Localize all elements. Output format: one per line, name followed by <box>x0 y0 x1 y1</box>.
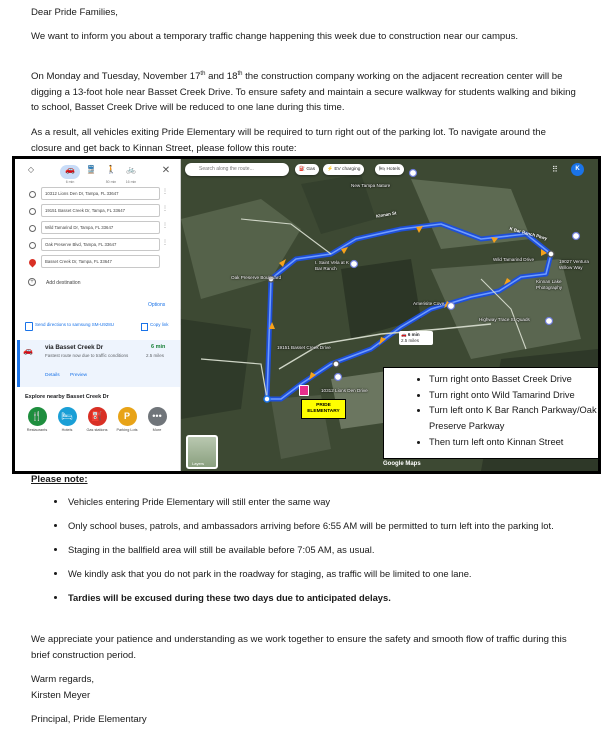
walk-mode-time: 50 min <box>105 180 117 184</box>
street-label: K Bar Ranch Pkwy <box>509 226 548 241</box>
bed-icon: 🛏 <box>58 407 77 426</box>
map-label: Amerisite Cove <box>413 301 445 306</box>
route-time: 6 min <box>151 344 166 350</box>
reorder-icon[interactable]: ⋮ <box>162 206 168 212</box>
route-description: Fastest route now due to traffic conditions <box>45 353 129 358</box>
send-directions-link[interactable]: Send directions to samsung SM-U928U <box>35 322 115 327</box>
direction-step: • Turn left onto K Bar Ranch Parkway/Oak Preserve Parkway <box>429 403 598 434</box>
google-maps-logo: Google Maps <box>383 461 421 467</box>
closing-paragraph: We appreciate your patience and understanding as we work together to ensure the safety and smooth flow of traffic during this brief construction period. <box>31 634 567 661</box>
more-dots-icon: ••• <box>148 407 167 426</box>
place-label: Restaurants <box>26 428 48 432</box>
map-label: Oak Preserve Boulevard <box>231 275 282 280</box>
route-search-input[interactable]: Search along the route... <box>185 163 289 176</box>
place-label: Parking Lots <box>116 428 138 432</box>
direction-step: • Turn right onto Wild Tamarind Drive <box>429 388 598 404</box>
parking-icon: P <box>118 407 137 426</box>
route-map-figure <box>12 156 601 474</box>
map-label: 10312 Lions Den Drive <box>321 388 368 393</box>
place-restaurants[interactable] <box>23 407 51 433</box>
place-hotels[interactable] <box>53 407 81 433</box>
stop-dot-icon <box>29 225 36 232</box>
add-icon[interactable]: + <box>28 278 36 286</box>
stop-dot-icon <box>29 242 36 249</box>
pride-elementary-label: PRIDE ELEMENTARY <box>301 399 346 419</box>
directions-list <box>384 372 598 451</box>
transit-mode-icon[interactable]: 🚆 <box>86 165 96 174</box>
nearby-places <box>23 407 178 439</box>
regards: Warm regards, <box>31 674 95 685</box>
note-item: • Staging in the ballfield area will still be available before 7:05 AM, as usual. <box>67 542 611 558</box>
waypoint-input[interactable]: Basset Creek Dr, Tampa, FL 33647 <box>41 255 160 268</box>
schedule-paragraph: On Monday and Tuesday, November 17th and 18th the construction company working on the adjacent recreation center will be digging a 13-foot hole near Basset Creek Drive. To ensure safety and maintain a secure walkway for students walking and biking to school, Basset Creek Drive will be reduced to one lane during this time. <box>31 70 576 114</box>
walk-mode-icon[interactable]: 🚶 <box>106 165 116 174</box>
map-label: 19027 Ventura Willow Way <box>559 259 589 270</box>
note-item-tardies: • Tardies will be excused during these two days due to anticipated delays. <box>67 590 611 606</box>
place-marker-icon <box>335 374 342 381</box>
directions-callout <box>383 367 598 459</box>
notes-list <box>31 494 611 614</box>
note-item: • Vehicles entering Pride Elementary will still enter the same way <box>67 494 611 510</box>
map-label: Highway Trace St Quads <box>479 317 530 322</box>
add-destination-link[interactable]: Add destination <box>46 280 81 286</box>
forest-area <box>181 319 251 419</box>
place-marker-icon <box>546 318 553 325</box>
destination-pin-icon <box>28 258 38 268</box>
reorder-icon[interactable]: ⋮ <box>162 189 168 195</box>
car-mode-time: 6 min <box>65 180 75 184</box>
satellite-map[interactable] <box>181 159 598 471</box>
intro-paragraph: We want to inform you about a temporary traffic change happening this week due to construction near our campus. <box>31 31 519 42</box>
bike-mode-icon[interactable]: 🚲 <box>126 165 136 174</box>
place-marker-icon <box>410 170 417 177</box>
layers-label: Layers <box>192 461 205 466</box>
best-mode-icon[interactable]: ◇ <box>27 165 35 174</box>
map-label: 19151 Basset Creek Drive <box>277 345 331 350</box>
note-item: • We kindly ask that you do not park in the roadway for staging, as traffic will be limited to one lane. <box>67 566 611 582</box>
signer-title: Principal, Pride Elementary <box>31 714 147 725</box>
reorder-icon[interactable]: ⋮ <box>162 223 168 229</box>
ev-charging-chip[interactable]: ⚡ EV charging <box>323 164 364 175</box>
explore-title: Explore nearby Basset Creek Dr <box>25 394 109 400</box>
bike-mode-time: 16 min <box>125 180 137 184</box>
gas-chip[interactable]: ⛽ Gas <box>295 164 319 175</box>
copy-icon <box>141 323 148 331</box>
map-label: Wild Tamarind Drive <box>493 257 535 262</box>
close-icon[interactable]: ✕ <box>161 165 171 176</box>
travel-modes <box>15 163 180 189</box>
place-label: Gas stations <box>86 428 108 432</box>
place-gas-stations[interactable] <box>83 407 111 433</box>
map-label: New Tampa Nature <box>351 183 391 188</box>
preview-link[interactable]: Preview <box>70 373 88 378</box>
stop-marker-icon <box>548 251 554 257</box>
note-item: • Only school buses, patrols, and ambassadors arriving before 6:55 AM will be permitted to turn left into the parking lot. <box>67 518 611 534</box>
place-marker-icon <box>448 303 455 310</box>
school-marker-icon <box>299 385 309 396</box>
street-label: Kinnan St <box>375 210 397 219</box>
greeting: Dear Pride Families, <box>31 7 118 18</box>
waypoint-input[interactable]: Oak Preserve Blvd, Tampa, FL 33647 <box>41 238 160 251</box>
stop-dot-icon <box>29 208 36 215</box>
place-label: Hotels <box>61 428 73 432</box>
route-paragraph: As a result, all vehicles exiting Pride Elementary will be required to turn right out of the parking lot. To navigate around the closure and get back to Kinnan Street, please follow this route: <box>31 127 546 154</box>
options-link[interactable]: Options <box>148 302 166 308</box>
stop-marker-icon <box>333 361 339 367</box>
layers-button[interactable] <box>186 435 218 469</box>
waypoint-input[interactable]: 19151 Basset Creek Dr, Tampa, FL 33647 <box>41 204 160 217</box>
route-distance: 2.5 miles <box>146 353 165 358</box>
car-mode-icon[interactable]: 🚗 <box>60 165 80 179</box>
direction-step: • Turn right onto Basset Creek Drive <box>429 372 598 388</box>
place-parking[interactable] <box>113 407 141 433</box>
avatar[interactable]: K <box>571 163 584 176</box>
route-links <box>45 373 96 378</box>
hotels-chip[interactable]: 🛏 Hotels <box>375 164 404 175</box>
fork-knife-icon: 🍴 <box>28 407 47 426</box>
route-time-bubble[interactable]: 🚗 6 min 2.5 miles <box>399 331 433 345</box>
place-more[interactable] <box>143 407 171 433</box>
car-icon: 🚗 <box>23 346 33 355</box>
waypoint-input[interactable]: Wild Tamarind Dr, Tampa, FL 33647 <box>41 221 160 234</box>
directions-panel <box>15 159 181 471</box>
please-note-heading: Please note: <box>31 474 88 485</box>
apps-grid-icon[interactable]: ⠿ <box>552 165 558 174</box>
direction-step: • Then turn left onto Kinnan Street <box>429 435 598 451</box>
start-marker-icon <box>264 396 270 402</box>
place-marker-icon <box>573 233 580 240</box>
signer-name: Kirsten Meyer <box>31 690 91 701</box>
start-dot-icon <box>29 191 36 198</box>
phone-icon <box>25 322 33 331</box>
waypoint-input[interactable]: 10312 Lions Den Dr, Tampa, FL 33647 <box>41 187 160 200</box>
details-link[interactable]: Details <box>45 373 60 378</box>
reorder-icon[interactable]: ⋮ <box>162 240 168 246</box>
place-label: More <box>152 428 162 432</box>
route-via: via Basset Creek Dr <box>45 344 104 351</box>
gas-pump-icon: ⛽ <box>88 407 107 426</box>
copy-link-button[interactable]: Copy link <box>150 322 169 327</box>
map-label: I. Saint Vela at K Bar Ranch <box>315 260 349 271</box>
map-label: Kinnan Lake Photography <box>536 279 563 290</box>
